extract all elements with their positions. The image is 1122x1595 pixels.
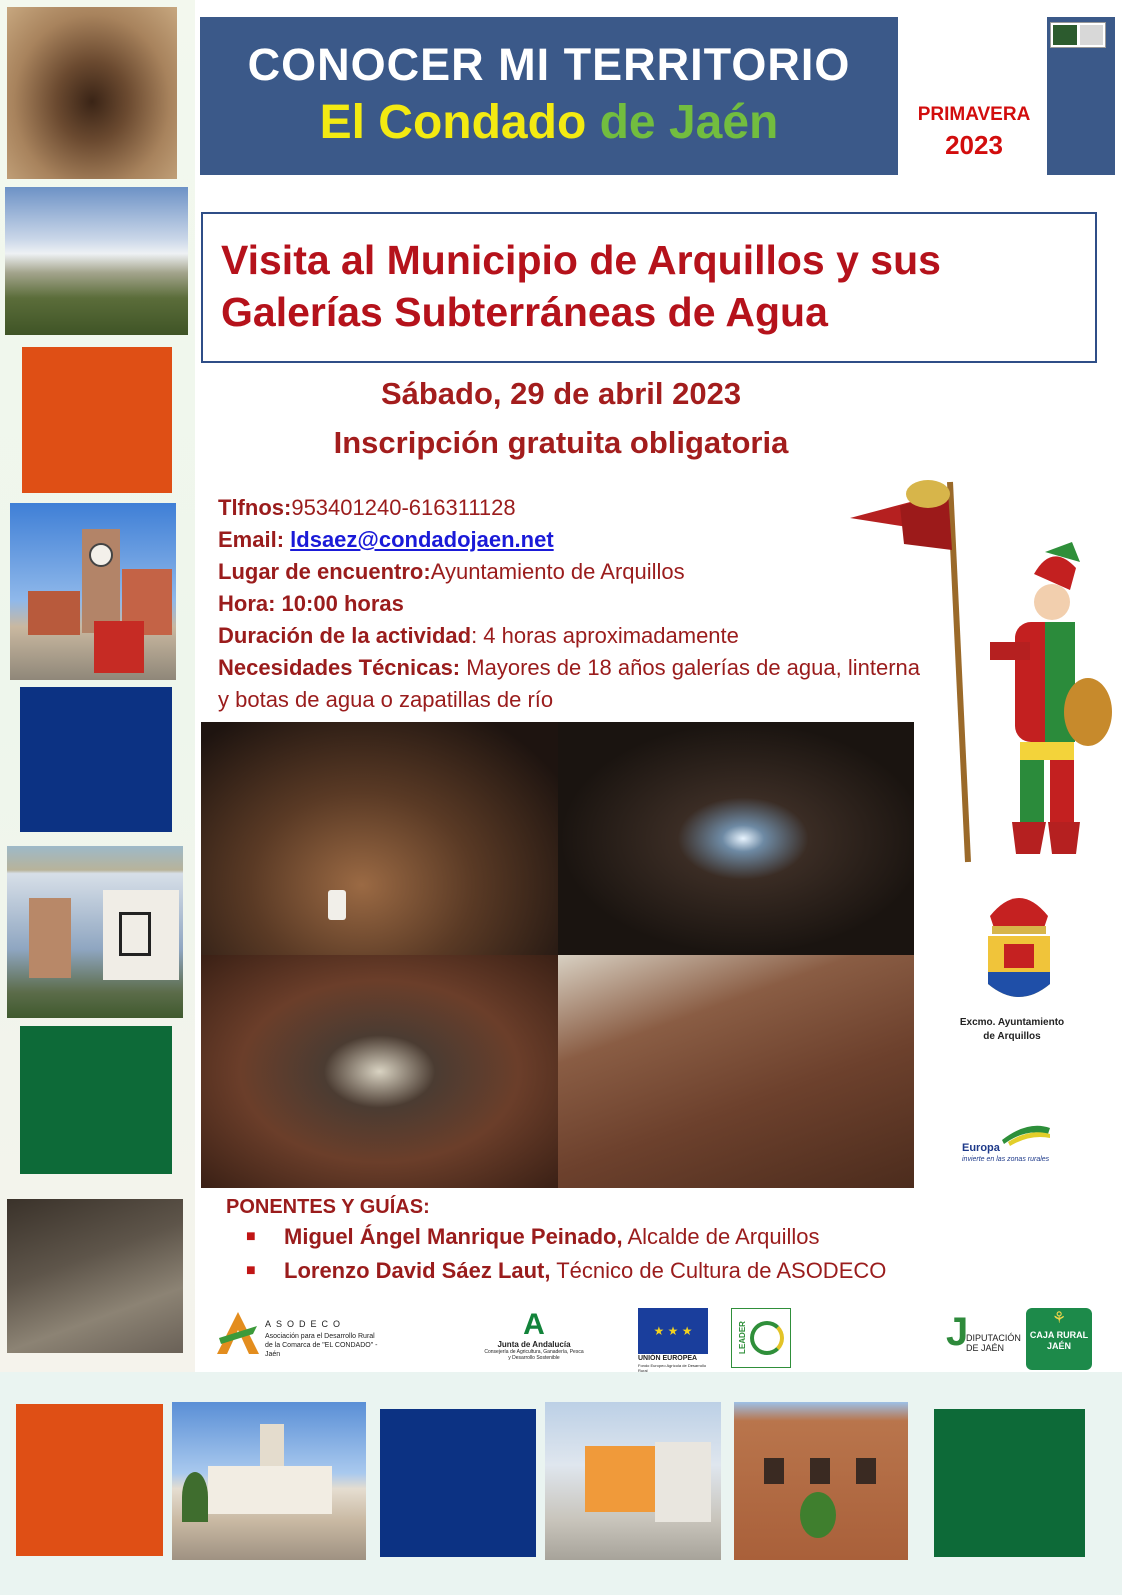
season-label xyxy=(904,104,1044,161)
junta-a-icon: A xyxy=(523,1308,545,1341)
speaker-item xyxy=(226,1221,946,1253)
leader-logo xyxy=(731,1308,791,1368)
diputacion-line1: DIPUTACIÓN xyxy=(966,1333,1021,1343)
asodeco-name: ASODECO xyxy=(265,1319,346,1329)
cave-photo-1 xyxy=(201,722,558,955)
town-collage-photo xyxy=(7,846,183,1018)
caja-line1: CAJA RURAL xyxy=(1029,1330,1089,1340)
meeting-label: Lugar de encuentro: xyxy=(218,559,431,584)
europa-subtitle: invierte en las zonas rurales xyxy=(962,1156,1050,1163)
asodeco-icon xyxy=(213,1310,263,1356)
event-date: Sábado, 29 de abril 2023 xyxy=(380,376,742,411)
header-subtitle-part2: de Jaén xyxy=(599,96,779,149)
header-subtitle-part1: El Condado xyxy=(319,96,587,149)
bullet-icon: ■ xyxy=(246,1228,256,1245)
caja-rural-logo xyxy=(1026,1308,1092,1370)
leader-text: LEADER xyxy=(737,1321,747,1354)
event-title-line1: Visita al Municipio de Arquillos y sus xyxy=(221,237,941,283)
wheat-icon: ⚘ xyxy=(1051,1310,1067,1327)
green-square xyxy=(20,1026,172,1174)
season-name: PRIMAVERA xyxy=(917,104,1031,125)
leader-icon xyxy=(750,1321,784,1355)
header-title: CONOCER MI TERRITORIO xyxy=(247,39,851,90)
email-link[interactable]: ldsaez@condadojaen.net xyxy=(290,527,554,552)
speaker-role: Técnico de Cultura de ASODECO xyxy=(556,1258,887,1283)
bottom-orange-square xyxy=(16,1404,163,1556)
eu-logo xyxy=(638,1308,710,1373)
eu-sub: Fondo Europeo Agrícola de Desarrollo Rural xyxy=(638,1363,707,1373)
bullet-icon: ■ xyxy=(246,1262,256,1279)
asodeco-logo xyxy=(213,1310,383,1360)
registration-note: Inscripción gratuita obligatoria xyxy=(333,425,789,460)
blue-square xyxy=(20,687,172,832)
bottom-green-square xyxy=(934,1409,1085,1557)
corner-logos xyxy=(1050,22,1106,48)
header-subtitle xyxy=(200,95,898,150)
event-title xyxy=(221,234,1091,338)
crest-icon xyxy=(978,884,1060,1030)
speakers-heading: PONENTES Y GUÍAS: xyxy=(226,1196,430,1218)
meeting-value: Ayuntamiento de Arquillos xyxy=(430,559,685,584)
council-caption xyxy=(942,1016,1082,1044)
europa-invests-logo xyxy=(958,1118,1054,1168)
europa-title: Europa xyxy=(962,1142,1000,1154)
caves-gallery xyxy=(201,722,914,1188)
speaker-name: Lorenzo David Sáez Laut, xyxy=(284,1258,551,1283)
modern-building-photo xyxy=(545,1402,721,1560)
speaker-name: Miguel Ángel Manrique Peinado, xyxy=(284,1224,623,1249)
junta-name: Junta de Andalucía xyxy=(497,1340,571,1349)
duration-value: : 4 horas aproximadamente xyxy=(471,623,739,648)
needs-value-line1: Mayores de 18 años galerías de agua, linterna xyxy=(466,655,921,680)
cave-photo-2 xyxy=(558,722,915,955)
eu-flag-icon: ★ ★ ★ xyxy=(638,1308,708,1354)
diputacion-line2: DE JAÉN xyxy=(966,1343,1005,1353)
junta-andalucia-logo xyxy=(484,1310,584,1370)
council-caption-line2: de Arquillos xyxy=(983,1031,1041,1042)
council-crest xyxy=(978,884,1060,1030)
speaker-role: Alcalde de Arquillos xyxy=(627,1224,820,1249)
clock-tower-photo xyxy=(10,503,176,680)
asodeco-sub1: Asociación para el Desarrollo Rural xyxy=(265,1333,375,1340)
cave-photo-4 xyxy=(558,955,915,1188)
diputacion-logo xyxy=(946,1310,1026,1366)
duration-label: Duración de la actividad xyxy=(218,623,472,648)
diputacion-j-icon: J xyxy=(946,1310,969,1354)
needs-label: Necesidades Técnicas: xyxy=(218,655,461,680)
speaker-item xyxy=(226,1255,946,1287)
landscape-photo xyxy=(5,187,188,335)
cave-photo-3 xyxy=(201,955,558,1188)
mill-interior-photo xyxy=(7,1199,183,1353)
time-row: Hora: 10:00 horas xyxy=(218,591,404,616)
needs-row-cont: y botas de agua o zapatillas de río xyxy=(218,687,554,712)
asodeco-sub2: de la Comarca de "EL CONDADO" - Jaén xyxy=(265,1342,378,1358)
bottom-blue-square xyxy=(380,1409,536,1557)
brick-house-photo xyxy=(734,1402,908,1560)
event-title-box xyxy=(201,212,1097,363)
tunnel-photo xyxy=(7,7,177,179)
phones-value: 953401240-616311128 xyxy=(291,495,516,520)
email-label: Email: xyxy=(218,527,285,552)
header-banner xyxy=(200,17,898,175)
orange-square xyxy=(22,347,172,493)
junta-sub: Consejería de Agricultura, Ganadería, Pesca y Desarrollo Sostenible xyxy=(484,1349,584,1361)
eu-name: UNIÓN EUROPEA xyxy=(638,1355,698,1362)
church-photo xyxy=(172,1402,366,1560)
event-title-line2: Galerías Subterráneas de Agua xyxy=(221,289,828,335)
speakers-section xyxy=(226,1196,946,1287)
caja-line2: JAÉN xyxy=(1046,1341,1071,1351)
phones-label: Tlfnos: xyxy=(218,495,292,520)
season-year: 2023 xyxy=(945,130,1003,160)
council-caption-line1: Excmo. Ayuntamiento xyxy=(959,1017,1065,1028)
